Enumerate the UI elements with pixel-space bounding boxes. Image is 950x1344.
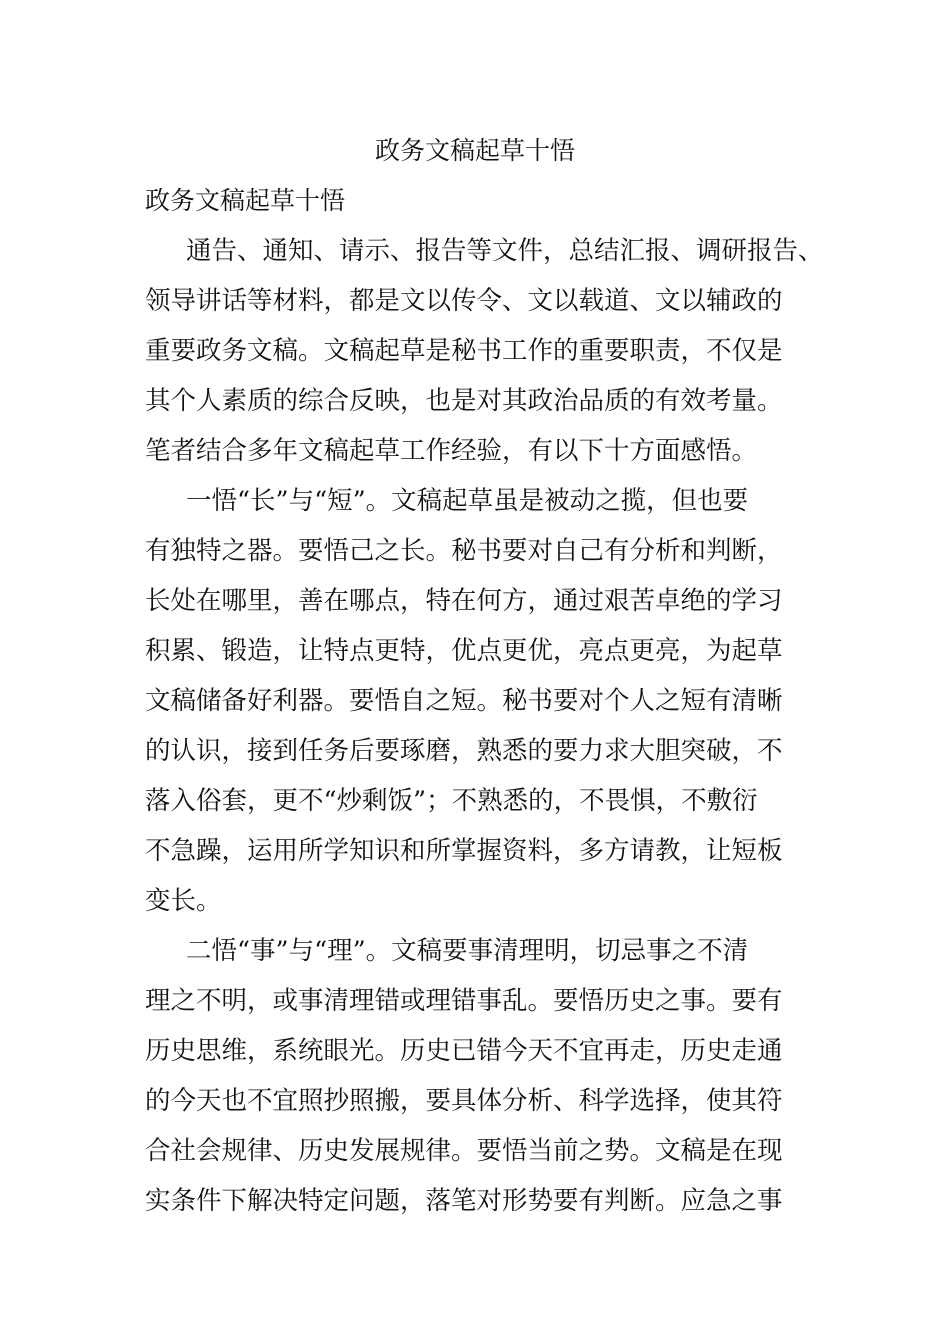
paragraph-line: 的认识，接到任务后要琢磨，熟悉的要力求大胆突破，不 (145, 736, 783, 766)
paragraph-line: 理之不明，或事清理错或理错事乱。要悟历史之事。要有 (145, 986, 783, 1016)
paragraph-line: 的今天也不宜照抄照搬，要具体分析、科学选择，使其符 (145, 1086, 783, 1116)
paragraph-line: 长处在哪里，善在哪点，特在何方，通过艰苦卓绝的学习 (145, 586, 783, 616)
paragraph-line: 落入俗套，更不“炒剩饭”；不熟悉的，不畏惧，不敷衍 (145, 786, 758, 816)
paragraph-line: 历史思维，系统眼光。历史已错今天不宜再走，历史走通 (145, 1036, 783, 1066)
paragraph-line: 笔者结合多年文稿起草工作经验，有以下十方面感悟。 (145, 436, 758, 466)
paragraph-line: 文稿储备好利器。要悟自之短。秘书要对个人之短有清晰 (145, 686, 783, 716)
paragraph-line: 二悟“事”与“理”。文稿要事清理明，切忌事之不清 (186, 936, 749, 966)
document-subtitle: 政务文稿起草十悟 (145, 186, 346, 215)
paragraph-line: 有独特之器。要悟己之长。秘书要对自己有分析和判断， (145, 536, 783, 566)
paragraph-line: 重要政务文稿。文稿起草是秘书工作的重要职责，不仅是 (145, 336, 783, 366)
document-title: 政务文稿起草十悟 (374, 136, 575, 165)
paragraph-line: 其个人素质的综合反映，也是对其政治品质的有效考量。 (145, 386, 783, 416)
paragraph-line: 实条件下解决特定问题，落笔对形势要有判断。应急之事 (145, 1186, 783, 1216)
paragraph-line: 不急躁，运用所学知识和所掌握资料，多方请教，让短板 (145, 836, 783, 866)
paragraph-line: 合社会规律、历史发展规律。要悟当前之势。文稿是在现 (145, 1136, 783, 1166)
paragraph-line: 通告、通知、请示、报告等文件，总结汇报、调研报告、 (186, 236, 824, 266)
paragraph-line: 积累、锻造，让特点更特，优点更优，亮点更亮，为起草 (145, 636, 783, 666)
paragraph-line: 领导讲话等材料，都是文以传令、文以载道、文以辅政的 (145, 286, 783, 316)
paragraph-line: 一悟“长”与“短”。文稿起草虽是被动之揽，但也要 (186, 486, 749, 516)
paragraph-line: 变长。 (145, 886, 222, 916)
